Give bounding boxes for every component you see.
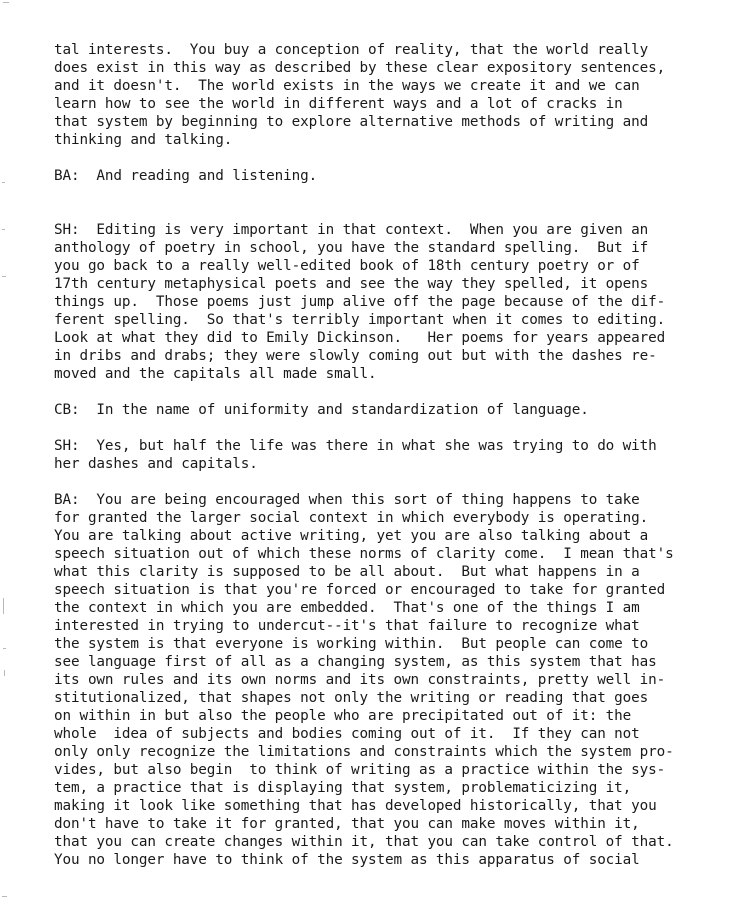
text-line: moved and the capitals all made small. [54, 366, 377, 382]
paragraph-gap [54, 203, 734, 221]
text-line: vides, but also begin to think of writing as a practice within the sys- [54, 762, 666, 778]
margin-speck [4, 670, 5, 676]
paragraph-cb-1 [54, 401, 734, 419]
text-line: SH: Editing is very important in that context. When you are given an [54, 222, 649, 238]
text-line: BA: And reading and listening. [54, 168, 318, 184]
text-line: tal interests. You buy a conception of reality, that the world really [54, 42, 649, 58]
text-line: You no longer have to think of the system as this apparatus of social [54, 852, 640, 868]
margin-speck [2, 276, 6, 277]
text-line: what this clarity is supposed to be all about. But what happens in a [54, 564, 640, 580]
margin-speck [3, 598, 4, 614]
text-line: You are talking about active writing, yet you are also talking about a [54, 528, 649, 544]
text-line: BA: You are being encouraged when this sort of thing happens to take [54, 492, 640, 508]
paragraph-sh-2 [54, 437, 734, 473]
paragraph-ba-1 [54, 167, 734, 185]
paragraph-sh-1 [54, 221, 734, 383]
text-line: thinking and talking. [54, 132, 233, 148]
text-line: does exist in this way as described by these clear expository sentences, [54, 60, 666, 76]
text-line: don't have to take it for granted, that you can make moves within it, [54, 816, 640, 832]
text-line: her dashes and capitals. [54, 456, 258, 472]
text-line: whole idea of subjects and bodies coming out of it. If they can not [54, 726, 640, 742]
text-line: see language first of all as a changing system, as this system that has [54, 654, 657, 670]
text-line: ferent spelling. So that's terribly important when it comes to editing. [54, 312, 666, 328]
text-line: making it look like something that has developed historically, that you [54, 798, 657, 814]
text-line: its own rules and its own norms and its own constraints, pretty well in- [54, 672, 666, 688]
text-line: that you can create changes within it, that you can take control of that. [54, 834, 674, 850]
text-line: CB: In the name of uniformity and standardization of language. [54, 402, 589, 418]
text-line: on within in but also the people who are precipitated out of it: the [54, 708, 632, 724]
text-line: only only recognize the limitations and constraints which the system pro- [54, 744, 674, 760]
margin-speck [2, 182, 5, 183]
text-line: you go back to a really well-edited book of 18th century poetry or of [54, 258, 640, 274]
transcript-text [54, 41, 734, 887]
margin-speck [2, 229, 5, 230]
margin-speck [2, 896, 7, 897]
text-line: Look at what they did to Emily Dickinson. Her poems for years appeared [54, 330, 666, 346]
text-line: 17th century metaphysical poets and see the way they spelled, it opens [54, 276, 649, 292]
text-line: speech situation out of which these norms of clarity come. I mean that's [54, 546, 674, 562]
margin-speck [3, 648, 6, 649]
paragraph-continuation [54, 41, 734, 149]
text-line: that system by beginning to explore alternative methods of writing and [54, 114, 649, 130]
text-line: SH: Yes, but half the life was there in what she was trying to do with [54, 438, 657, 454]
text-line: in dribs and drabs; they were slowly coming out but with the dashes re- [54, 348, 657, 364]
text-line: things up. Those poems just jump alive off the page because of the dif- [54, 294, 666, 310]
text-line: the system is that everyone is working within. But people can come to [54, 636, 649, 652]
text-line: tem, a practice that is displaying that system, problematicizing it, [54, 780, 632, 796]
text-line: for granted the larger social context in which everybody is operating. [54, 510, 649, 526]
text-line: interested in trying to undercut--it's that failure to recognize what [54, 618, 640, 634]
text-line: and it doesn't. The world exists in the ways we create it and we can [54, 78, 640, 94]
paragraph-ba-2 [54, 491, 734, 869]
text-line: the context in which you are embedded. That's one of the things I am [54, 600, 640, 616]
text-line: anthology of poetry in school, you have the standard spelling. But if [54, 240, 649, 256]
margin-speck [3, 2, 9, 3]
text-line: speech situation is that you're forced or encouraged to take for granted [54, 582, 666, 598]
text-line: learn how to see the world in different ways and a lot of cracks in [54, 96, 623, 112]
text-line: stitutionalized, that shapes not only the writing or reading that goes [54, 690, 649, 706]
